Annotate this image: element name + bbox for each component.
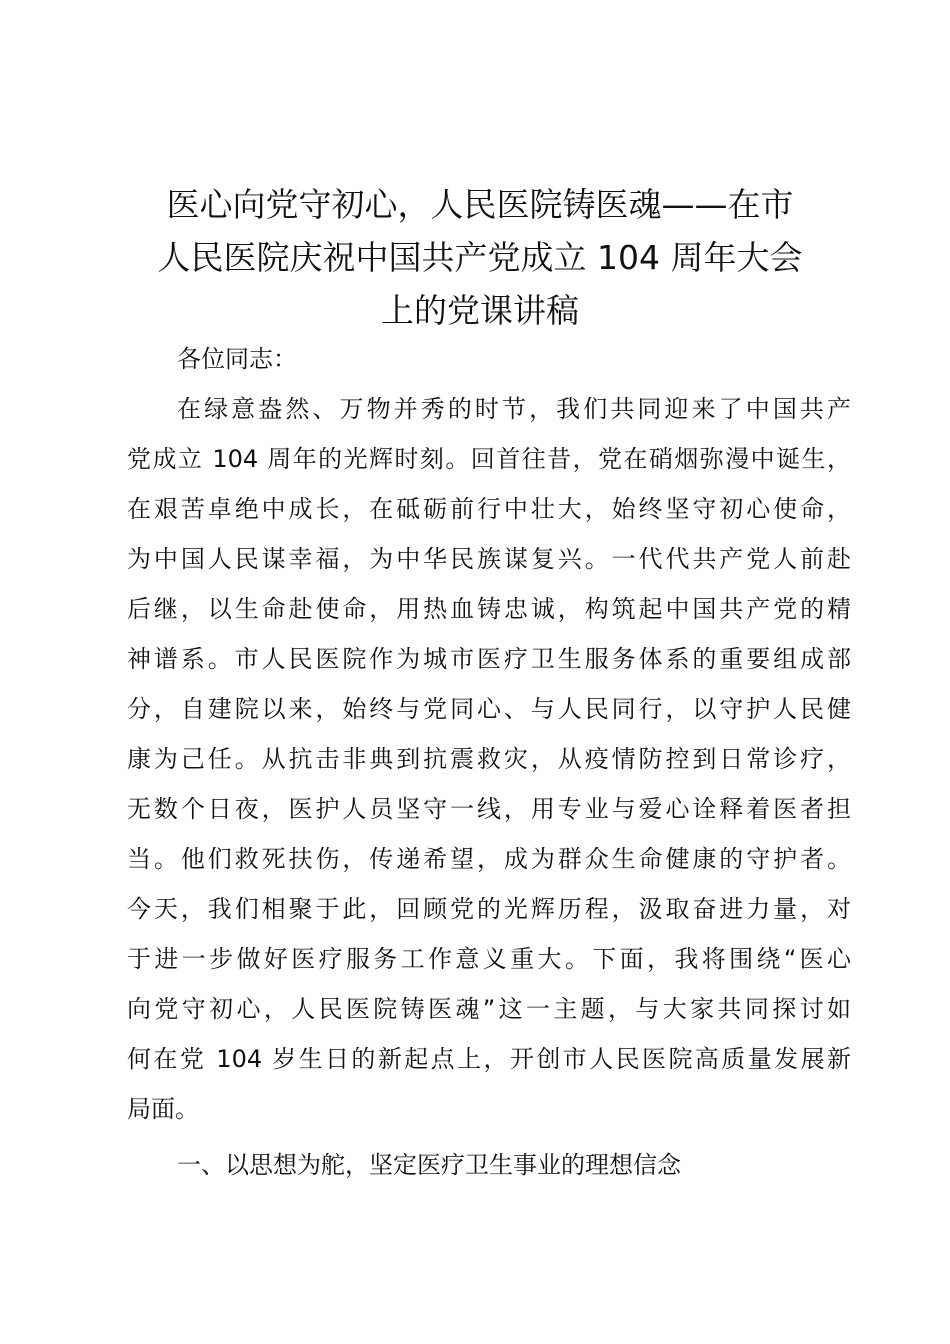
document-body — [127, 334, 851, 1190]
paragraph-line: 神谱系。市人民医院作为城市医疗卫生服务体系的重要组成部 — [127, 645, 851, 673]
paragraph-line: 在艰苦卓绝中成长，在砥砺前行中壮大，始终坚守初心使命， — [127, 495, 851, 523]
paragraph-line: 无数个日夜，医护人员坚守一线，用专业与爱心诠释着医者担 — [127, 795, 851, 823]
section-heading: 一、以思想为舵，坚定医疗卫生事业的理想信念 — [177, 1151, 681, 1179]
paragraph-line: 今天，我们相聚于此，回顾党的光辉历程，汲取奋进力量，对 — [127, 895, 851, 923]
paragraph-line: 分，自建院以来，始终与党同心、与人民同行，以守护人民健 — [127, 695, 851, 723]
document-title — [100, 178, 860, 337]
paragraph-line: 向党守初心，人民医院铸医魂”这一主题，与大家共同探讨如 — [127, 995, 851, 1023]
title-line-2: 人民医院庆祝中国共产党成立 104 周年大会 — [157, 238, 803, 277]
title-line-3: 上的党课讲稿 — [381, 291, 579, 330]
paragraph-line: 为中国人民谋幸福，为中华民族谋复兴。一代代共产党人前赴 — [127, 545, 851, 573]
paragraph-line: 后继，以生命赴使命，用热血铸忠诚，构筑起中国共产党的精 — [127, 595, 851, 623]
paragraph-line: 何在党 104 岁生日的新起点上，开创市人民医院高质量发展新 — [127, 1045, 851, 1073]
salutation: 各位同志： — [177, 345, 297, 373]
paragraph-line: 当。他们救死扶伤，传递希望，成为群众生命健康的守护者。 — [127, 845, 851, 873]
title-line-1: 医心向党守初心，人民医院铸医魂——在市 — [166, 185, 794, 224]
paragraph-line: 党成立 104 周年的光辉时刻。回首往昔，党在硝烟弥漫中诞生， — [127, 445, 851, 473]
paragraph-line: 在绿意盎然、万物并秀的时节，我们共同迎来了中国共产 — [177, 395, 851, 423]
opening-paragraph — [127, 384, 851, 1134]
paragraph-line: 局面。 — [127, 1095, 199, 1123]
paragraph-line: 康为己任。从抗击非典到抗震救灾，从疫情防控到日常诊疗， — [127, 745, 851, 773]
paragraph-line: 于进一步做好医疗服务工作意义重大。下面，我将围绕“医心 — [127, 945, 851, 973]
